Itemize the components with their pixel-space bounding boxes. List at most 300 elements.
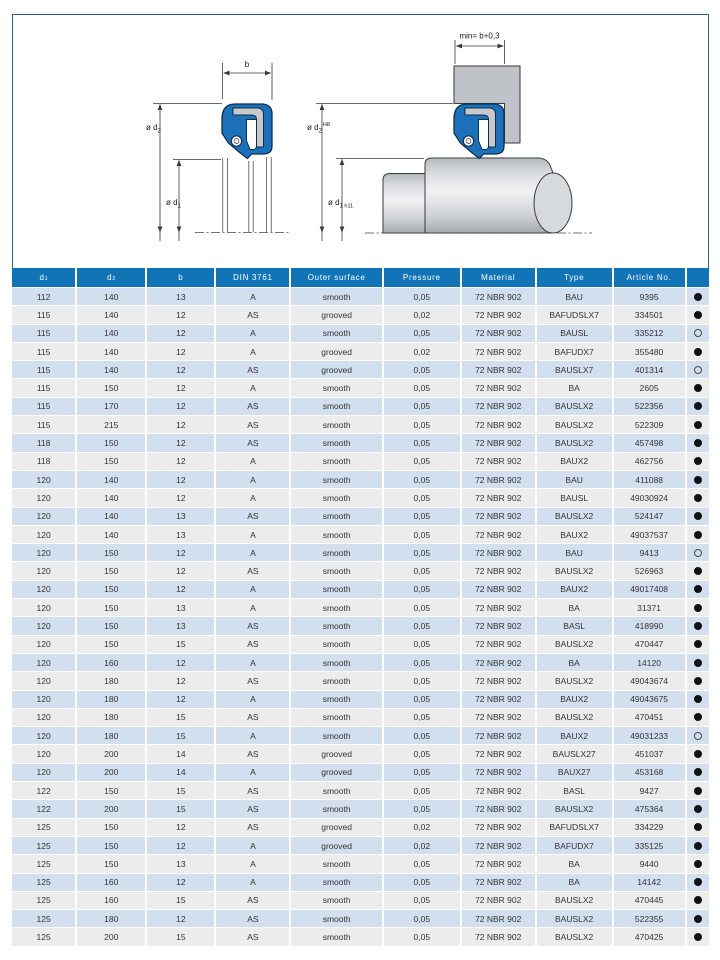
cell-din: A — [216, 581, 289, 598]
cell-d2: 200 — [77, 800, 145, 817]
filled-dot-icon — [694, 750, 702, 758]
filled-dot-icon — [694, 494, 702, 502]
cell-article: 9427 — [614, 782, 685, 799]
cell-pressure: 0,05 — [384, 398, 460, 415]
dimensions-table — [12, 268, 709, 946]
cell-availability — [687, 434, 709, 451]
cell-material: 72 NBR 902 — [462, 471, 535, 488]
cell-type: BA — [537, 855, 612, 872]
cell-pressure: 0,02 — [384, 306, 460, 323]
cell-type: BASL — [537, 617, 612, 634]
table-row — [12, 288, 709, 305]
cell-din: AS — [216, 416, 289, 433]
cell-pressure: 0,02 — [384, 343, 460, 360]
cell-din: AS — [216, 819, 289, 836]
cell-surface: smooth — [291, 874, 381, 891]
cell-surface: smooth — [291, 581, 381, 598]
cell-material: 72 NBR 902 — [462, 562, 535, 579]
cell-pressure: 0,05 — [384, 910, 460, 927]
cell-article: 470425 — [614, 928, 685, 945]
cell-surface: smooth — [291, 398, 381, 415]
filled-dot-icon — [694, 604, 702, 612]
cell-availability — [687, 526, 709, 543]
cell-article: 418990 — [614, 617, 685, 634]
cell-type: BASL — [537, 782, 612, 799]
cell-availability — [687, 508, 709, 525]
cell-availability — [687, 928, 709, 945]
cell-surface: grooved — [291, 764, 381, 781]
cell-b: 13 — [147, 288, 214, 305]
cell-surface: grooved — [291, 343, 381, 360]
cell-type: BAUSLX2 — [537, 672, 612, 689]
cell-b: 12 — [147, 361, 214, 378]
cell-d2: 150 — [77, 562, 145, 579]
cell-surface: smooth — [291, 544, 381, 561]
cell-surface: grooved — [291, 361, 381, 378]
cell-b: 15 — [147, 709, 214, 726]
table-row — [12, 837, 709, 854]
cell-surface: grooved — [291, 819, 381, 836]
filled-dot-icon — [694, 622, 702, 630]
cell-d2: 150 — [77, 636, 145, 653]
cell-d1: 120 — [12, 636, 75, 653]
cell-d2: 200 — [77, 745, 145, 762]
table-row — [12, 453, 709, 470]
cell-availability — [687, 727, 709, 744]
cell-d2: 160 — [77, 892, 145, 909]
filled-dot-icon — [694, 476, 702, 484]
cell-surface: grooved — [291, 837, 381, 854]
cell-d1: 120 — [12, 672, 75, 689]
cell-d1: 120 — [12, 617, 75, 634]
cell-type: BAUSLX2 — [537, 562, 612, 579]
cell-article: 9440 — [614, 855, 685, 872]
cell-d1: 125 — [12, 892, 75, 909]
cell-din: AS — [216, 892, 289, 909]
cell-d1: 115 — [12, 416, 75, 433]
shaft-left-section — [383, 174, 425, 234]
table-row — [12, 306, 709, 323]
cell-surface: smooth — [291, 654, 381, 671]
filled-dot-icon — [694, 896, 702, 904]
cell-availability — [687, 489, 709, 506]
cell-pressure: 0,05 — [384, 361, 460, 378]
cell-type: BAU — [537, 544, 612, 561]
cell-din: A — [216, 288, 289, 305]
page-frame — [12, 14, 709, 946]
cell-article: 2605 — [614, 379, 685, 396]
cell-availability — [687, 544, 709, 561]
cell-d1: 112 — [12, 288, 75, 305]
table-row — [12, 819, 709, 836]
cell-pressure: 0,05 — [384, 892, 460, 909]
cell-type: BAUX2 — [537, 727, 612, 744]
cell-surface: smooth — [291, 599, 381, 616]
cell-pressure: 0,05 — [384, 764, 460, 781]
cell-surface: smooth — [291, 691, 381, 708]
cell-pressure: 0,05 — [384, 562, 460, 579]
cell-d1: 125 — [12, 928, 75, 945]
filled-dot-icon — [694, 311, 702, 319]
cell-surface: smooth — [291, 709, 381, 726]
filled-dot-icon — [694, 640, 702, 648]
cell-din: A — [216, 489, 289, 506]
cell-d2: 150 — [77, 599, 145, 616]
cell-availability — [687, 819, 709, 836]
cell-type: BAUSLX2 — [537, 416, 612, 433]
cell-din: A — [216, 764, 289, 781]
cell-type: BAU — [537, 288, 612, 305]
cell-d2: 150 — [77, 837, 145, 854]
cell-d1: 118 — [12, 434, 75, 451]
d2-h8-dimension-label: ø $d_2^{H8}$ — [307, 122, 330, 135]
cell-material: 72 NBR 902 — [462, 800, 535, 817]
shaft-end-face — [534, 173, 572, 233]
cell-surface: smooth — [291, 617, 381, 634]
cell-material: 72 NBR 902 — [462, 837, 535, 854]
cell-d2: 150 — [77, 782, 145, 799]
cell-b: 13 — [147, 855, 214, 872]
cell-article: 401314 — [614, 361, 685, 378]
cell-d1: 115 — [12, 379, 75, 396]
cell-d2: 150 — [77, 855, 145, 872]
table-row — [12, 910, 709, 927]
cell-type: BAFUDSLX7 — [537, 819, 612, 836]
filled-dot-icon — [694, 933, 702, 941]
table-header-row — [12, 268, 709, 287]
cell-material: 72 NBR 902 — [462, 581, 535, 598]
cell-pressure: 0,05 — [384, 325, 460, 342]
cell-material: 72 NBR 902 — [462, 343, 535, 360]
cell-surface: smooth — [291, 672, 381, 689]
cell-d1: 120 — [12, 526, 75, 543]
cell-pressure: 0,05 — [384, 874, 460, 891]
filled-dot-icon — [694, 915, 702, 923]
cell-availability — [687, 672, 709, 689]
d1-h11-dimension-label: ø $d_1$ h11 — [328, 198, 354, 210]
cell-d2: 150 — [77, 379, 145, 396]
cell-surface: smooth — [291, 416, 381, 433]
cell-availability — [687, 453, 709, 470]
cell-surface: smooth — [291, 562, 381, 579]
filled-dot-icon — [694, 823, 702, 831]
table-row — [12, 874, 709, 891]
cell-b: 13 — [147, 526, 214, 543]
cell-pressure: 0,05 — [384, 800, 460, 817]
table-row — [12, 855, 709, 872]
technical-drawing-area — [12, 14, 709, 268]
cell-type: BAUX2 — [537, 526, 612, 543]
d2-dimension-label: ø $d_2$ — [146, 123, 161, 135]
cell-material: 72 NBR 902 — [462, 928, 535, 945]
cell-b: 12 — [147, 306, 214, 323]
cell-d2: 180 — [77, 727, 145, 744]
cell-availability — [687, 654, 709, 671]
cell-din: A — [216, 599, 289, 616]
cell-type: BAUX27 — [537, 764, 612, 781]
cell-article: 451037 — [614, 745, 685, 762]
cell-material: 72 NBR 902 — [462, 855, 535, 872]
table-row — [12, 544, 709, 561]
filled-dot-icon — [694, 457, 702, 465]
cell-din: AS — [216, 306, 289, 323]
cell-article: 457498 — [614, 434, 685, 451]
cell-din: A — [216, 874, 289, 891]
cell-surface: smooth — [291, 325, 381, 342]
cell-type: BAUSLX2 — [537, 636, 612, 653]
filled-dot-icon — [694, 512, 702, 520]
cell-d1: 125 — [12, 837, 75, 854]
cell-type: BAU — [537, 471, 612, 488]
d1-dimension-label: ø $d_1$ — [166, 198, 181, 210]
table-row — [12, 471, 709, 488]
cell-d1: 125 — [12, 855, 75, 872]
table-row — [12, 727, 709, 744]
cell-d2: 160 — [77, 654, 145, 671]
cell-d1: 115 — [12, 343, 75, 360]
cell-material: 72 NBR 902 — [462, 416, 535, 433]
cell-material: 72 NBR 902 — [462, 306, 535, 323]
cell-availability — [687, 599, 709, 616]
cell-article: 49043674 — [614, 672, 685, 689]
filled-dot-icon — [694, 805, 702, 813]
cell-d2: 140 — [77, 325, 145, 342]
cell-pressure: 0,02 — [384, 837, 460, 854]
cell-availability — [687, 782, 709, 799]
table-row — [12, 928, 709, 945]
table-row — [12, 508, 709, 525]
cell-d2: 150 — [77, 581, 145, 598]
cell-availability — [687, 562, 709, 579]
cell-type: BAUSL — [537, 489, 612, 506]
column-header-material: Material — [462, 268, 535, 287]
filled-dot-icon — [694, 713, 702, 721]
cell-material: 72 NBR 902 — [462, 782, 535, 799]
cell-d2: 140 — [77, 508, 145, 525]
cell-availability — [687, 471, 709, 488]
cell-surface: smooth — [291, 453, 381, 470]
cell-d2: 140 — [77, 526, 145, 543]
cell-d2: 140 — [77, 288, 145, 305]
cell-din: A — [216, 837, 289, 854]
cell-material: 72 NBR 902 — [462, 654, 535, 671]
cell-din: AS — [216, 617, 289, 634]
cell-b: 12 — [147, 544, 214, 561]
cell-d2: 180 — [77, 910, 145, 927]
cell-d2: 215 — [77, 416, 145, 433]
column-header-d2: d 2 — [77, 268, 145, 287]
cell-material: 72 NBR 902 — [462, 325, 535, 342]
cell-availability — [687, 379, 709, 396]
cell-type: BAUSLX2 — [537, 709, 612, 726]
cell-article: 49017408 — [614, 581, 685, 598]
cell-availability — [687, 910, 709, 927]
cell-d2: 140 — [77, 489, 145, 506]
cell-type: BA — [537, 379, 612, 396]
cell-b: 12 — [147, 562, 214, 579]
cell-availability — [687, 288, 709, 305]
seal-section-diagram — [146, 60, 290, 241]
cell-d1: 120 — [12, 489, 75, 506]
cell-d2: 140 — [77, 343, 145, 360]
table-row — [12, 691, 709, 708]
cell-d2: 150 — [77, 434, 145, 451]
table-row — [12, 325, 709, 342]
cell-availability — [687, 361, 709, 378]
cell-din: AS — [216, 508, 289, 525]
min-width-dimension-label: min= b+0,3 — [459, 31, 500, 41]
cell-din: A — [216, 691, 289, 708]
cell-material: 72 NBR 902 — [462, 691, 535, 708]
cell-surface: smooth — [291, 910, 381, 927]
cell-d2: 150 — [77, 617, 145, 634]
cell-b: 15 — [147, 892, 214, 909]
cell-d1: 115 — [12, 306, 75, 323]
cell-d2: 140 — [77, 306, 145, 323]
cell-b: 12 — [147, 434, 214, 451]
cell-material: 72 NBR 902 — [462, 709, 535, 726]
cell-surface: smooth — [291, 928, 381, 945]
cell-din: AS — [216, 800, 289, 817]
cell-pressure: 0,05 — [384, 636, 460, 653]
cell-article: 524147 — [614, 508, 685, 525]
seal-installation-diagram — [307, 32, 592, 242]
cell-material: 72 NBR 902 — [462, 764, 535, 781]
cell-b: 15 — [147, 928, 214, 945]
table-row — [12, 599, 709, 616]
cell-article: 335212 — [614, 325, 685, 342]
open-dot-icon — [694, 549, 703, 558]
cell-b: 12 — [147, 874, 214, 891]
cell-b: 12 — [147, 325, 214, 342]
filled-dot-icon — [694, 878, 702, 886]
cell-pressure: 0,05 — [384, 709, 460, 726]
cell-type: BAUX2 — [537, 581, 612, 598]
table-row — [12, 416, 709, 433]
cell-pressure: 0,05 — [384, 416, 460, 433]
cell-type: BA — [537, 599, 612, 616]
cell-material: 72 NBR 902 — [462, 745, 535, 762]
table-row — [12, 745, 709, 762]
cell-type: BA — [537, 874, 612, 891]
cell-type: BA — [537, 654, 612, 671]
cell-article: 475364 — [614, 800, 685, 817]
cell-pressure: 0,05 — [384, 599, 460, 616]
cell-b: 12 — [147, 343, 214, 360]
cell-din: AS — [216, 782, 289, 799]
column-header-b: b — [147, 268, 214, 287]
cell-d1: 125 — [12, 910, 75, 927]
cell-type: BAFUDSLX7 — [537, 306, 612, 323]
cell-d2: 180 — [77, 672, 145, 689]
cell-b: 13 — [147, 599, 214, 616]
cell-surface: smooth — [291, 727, 381, 744]
cell-article: 355480 — [614, 343, 685, 360]
cell-article: 49031233 — [614, 727, 685, 744]
cell-b: 12 — [147, 416, 214, 433]
table-row — [12, 764, 709, 781]
cell-article: 470447 — [614, 636, 685, 653]
cell-availability — [687, 855, 709, 872]
cell-pressure: 0,05 — [384, 745, 460, 762]
cell-d1: 120 — [12, 544, 75, 561]
cell-d1: 115 — [12, 361, 75, 378]
filled-dot-icon — [694, 677, 702, 685]
cell-material: 72 NBR 902 — [462, 288, 535, 305]
table-row — [12, 526, 709, 543]
cell-b: 15 — [147, 782, 214, 799]
cell-din: AS — [216, 434, 289, 451]
cell-d2: 140 — [77, 471, 145, 488]
cell-surface: smooth — [291, 855, 381, 872]
cell-din: AS — [216, 928, 289, 945]
table-row — [12, 361, 709, 378]
cell-pressure: 0,05 — [384, 434, 460, 451]
cell-pressure: 0,05 — [384, 928, 460, 945]
cell-surface: grooved — [291, 745, 381, 762]
cell-material: 72 NBR 902 — [462, 727, 535, 744]
cell-din: AS — [216, 398, 289, 415]
cell-surface: smooth — [291, 892, 381, 909]
cell-surface: smooth — [291, 782, 381, 799]
cell-availability — [687, 837, 709, 854]
cell-surface: smooth — [291, 288, 381, 305]
filled-dot-icon — [694, 842, 702, 850]
cell-type: BAUSLX2 — [537, 928, 612, 945]
seal-cross-section — [222, 104, 272, 159]
cell-article: 411088 — [614, 471, 685, 488]
cell-material: 72 NBR 902 — [462, 453, 535, 470]
cell-b: 12 — [147, 489, 214, 506]
cell-d2: 140 — [77, 361, 145, 378]
filled-dot-icon — [694, 421, 702, 429]
cell-availability — [687, 636, 709, 653]
filled-dot-icon — [694, 585, 702, 593]
cell-material: 72 NBR 902 — [462, 434, 535, 451]
table-row — [12, 398, 709, 415]
cell-article: 526963 — [614, 562, 685, 579]
filled-dot-icon — [694, 293, 702, 301]
cell-material: 72 NBR 902 — [462, 910, 535, 927]
cell-material: 72 NBR 902 — [462, 526, 535, 543]
cell-article: 31371 — [614, 599, 685, 616]
cell-b: 12 — [147, 581, 214, 598]
column-header-article: Article No. — [614, 268, 685, 287]
table-row — [12, 434, 709, 451]
cell-d2: 200 — [77, 928, 145, 945]
open-dot-icon — [694, 329, 703, 338]
cell-b: 12 — [147, 672, 214, 689]
table-row — [12, 800, 709, 817]
cell-b: 12 — [147, 453, 214, 470]
cell-material: 72 NBR 902 — [462, 636, 535, 653]
cell-b: 12 — [147, 398, 214, 415]
cell-b: 12 — [147, 471, 214, 488]
cell-article: 453168 — [614, 764, 685, 781]
cell-availability — [687, 416, 709, 433]
table-row — [12, 562, 709, 579]
shaft-running-surface — [425, 158, 553, 233]
cell-availability — [687, 581, 709, 598]
cell-type: BAUSL — [537, 325, 612, 342]
cell-type: BAUSLX2 — [537, 398, 612, 415]
cell-pressure: 0,05 — [384, 654, 460, 671]
open-dot-icon — [694, 366, 703, 375]
cell-pressure: 0,05 — [384, 727, 460, 744]
cell-b: 12 — [147, 654, 214, 671]
cell-surface: smooth — [291, 471, 381, 488]
mounted-seal-cross-section — [454, 104, 504, 159]
